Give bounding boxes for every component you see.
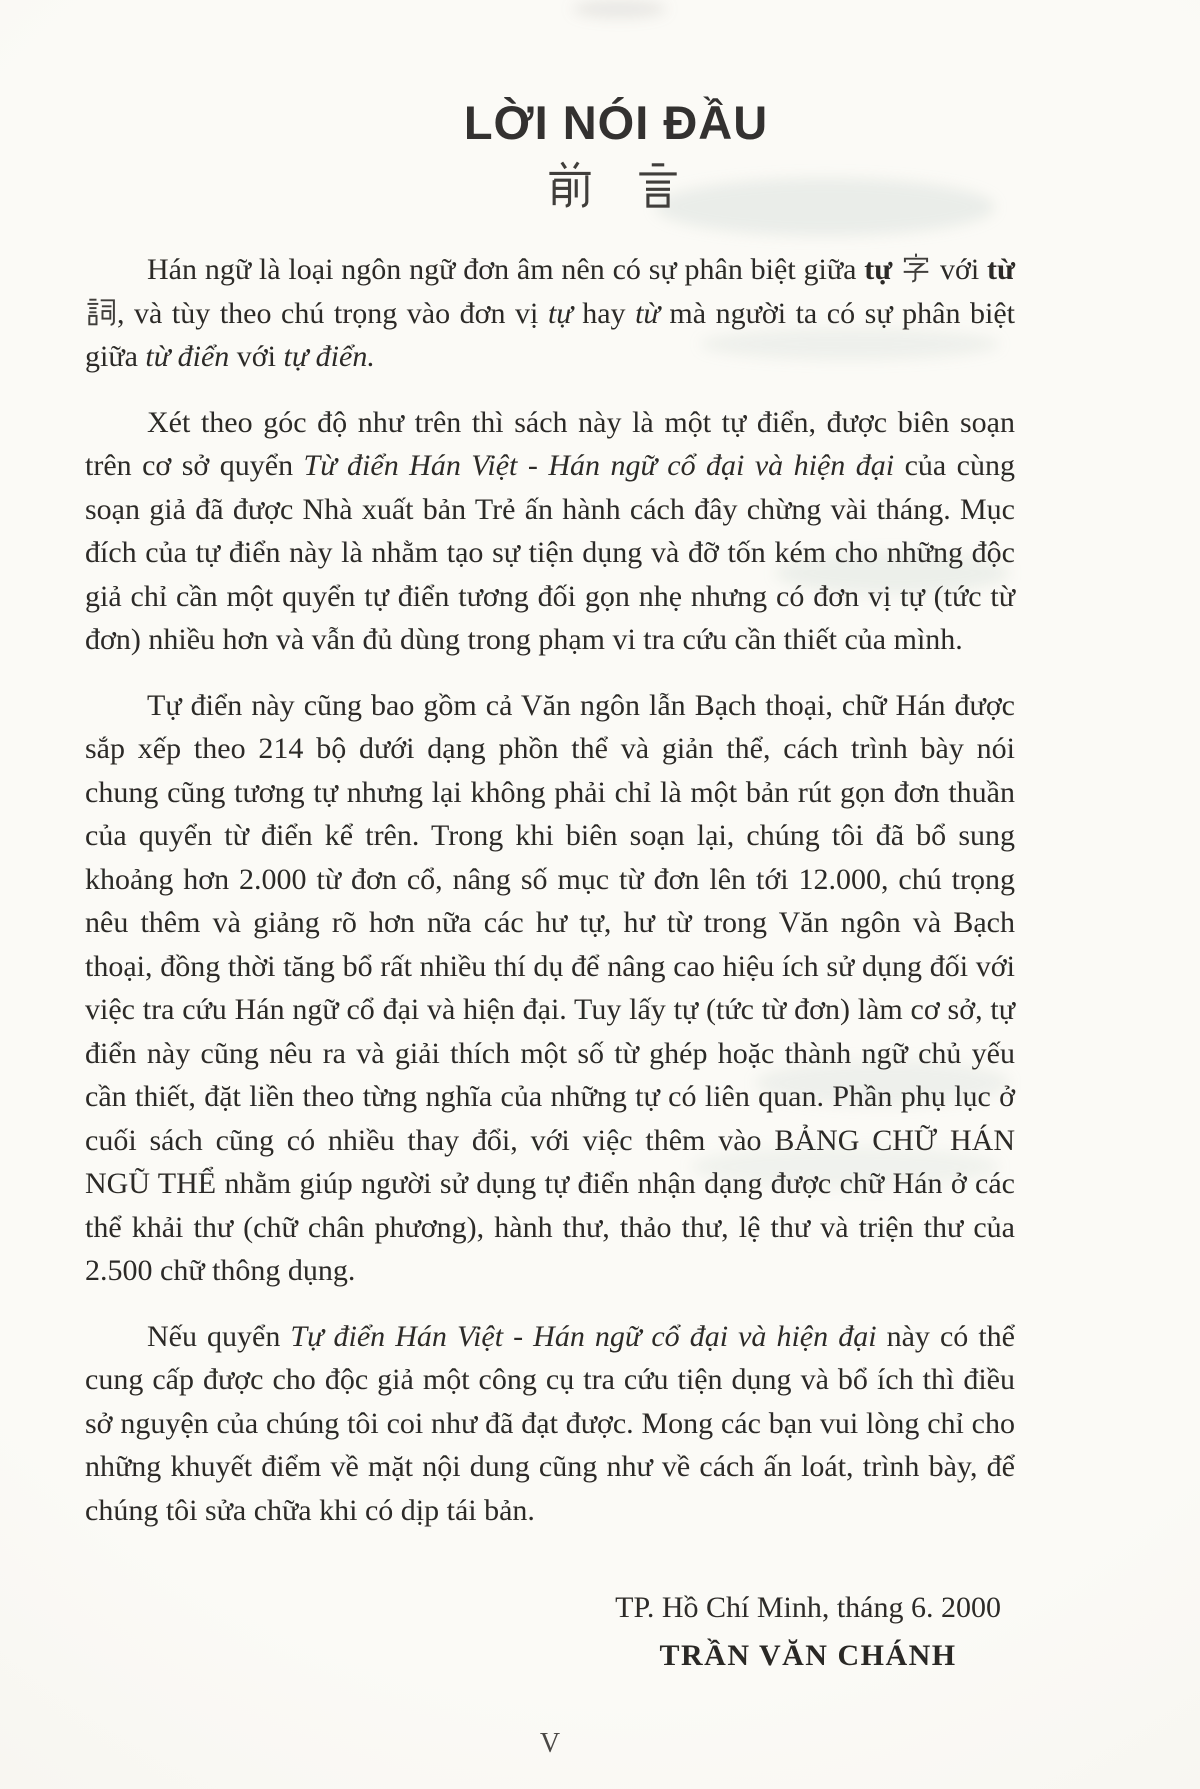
- signature-block: [615, 1588, 1001, 1676]
- book-title-italic: Tự điển Hán Việt - Hán ngữ cổ đại và hiện đại: [290, 1319, 877, 1353]
- text-run: với: [229, 340, 284, 373]
- cjk-qian-icon: [546, 161, 594, 209]
- book-title-italic: Từ điển Hán Việt - Hán ngữ cổ đại và hiện đại: [303, 449, 895, 482]
- text-run: hay: [582, 296, 636, 330]
- text-run: Nếu quyển: [147, 1319, 291, 1353]
- paragraph-1: [85, 248, 1015, 379]
- bold-term: tự: [864, 253, 901, 286]
- text-run: , và tùy theo chú trọng vào đơn vị: [117, 296, 548, 330]
- page-number: V: [539, 1728, 561, 1759]
- text-run: với: [932, 253, 987, 286]
- page-content: [85, 96, 1015, 1760]
- paragraph-4: [85, 1315, 1015, 1533]
- cjk-yan-icon: [634, 161, 682, 209]
- text-run: mà người ta có sự phân biệt giữa: [85, 296, 1015, 373]
- italic-term: tự: [547, 296, 583, 330]
- scan-bleed-artifact: [572, 0, 667, 18]
- italic-term: từ điển: [145, 340, 230, 373]
- cjk-ci-glyph: [86, 297, 116, 327]
- italic-term: từ: [635, 296, 670, 330]
- text-run: của cùng soạn giả đã được Nhà xuất bản Trẻ ấn hành cách đây chừng vài tháng. Mục đích của tự điển này là nhằm tạo sự tiện dụng và đỡ tốn kém cho những độc giả chỉ cần một quyển tự điển tương đối gọn nhẹ nhưng có đơn vị tự (tức từ đơn) nhiều hơn và vẫn đủ dùng trong phạm vi tra cứu cần thiết của mình.: [85, 449, 1015, 656]
- text-run: này có thể cung cấp được cho độc giả một công cụ tra cứu tiện dụng và bổ ích thì điều sở nguyện của chúng tôi coi như đã đạt được. Mong các bạn vui lòng chỉ cho những khuyết điểm về mặt nội dung cũng như về cách ấn loát, trình bày, để chúng tôi sửa chữa khi có dịp tái bản.: [85, 1319, 1015, 1527]
- cjk-zi-glyph: [901, 253, 931, 283]
- page-title: LỜI NÓI ĐẦU: [463, 96, 769, 149]
- paragraph-2: [85, 401, 1015, 662]
- text-run: Tự điển này cũng bao gồm cả Văn ngôn lẫn Bạch thoại, chữ Hán được sắp xếp theo 214 bộ dưới dạng phồn thể và giản thể, cách trình bày nói chung cũng tương tự nhưng lại không phải chỉ là một bản rút gọn đơn thuần của quyển từ điển kể trên. Trong khi biên soạn lại, chúng tôi đã bổ sung khoảng hơn 2.000 từ đơn cổ, nâng số mục từ đơn lên tới 12.000, chú trọng nêu thêm và giảng rõ hơn nữa các hư tự, hư từ trong Văn ngôn và Bạch thoại, đồng thời tăng bổ rất nhiều thí dụ để nâng cao hiệu ích sử dụng đối với việc tra cứu Hán ngữ cổ đại và hiện đại. Tuy lấy tự (tức từ đơn) làm cơ sở, tự điển này cũng nêu ra và giải thích một số từ ghép hoặc thành ngữ chủ yếu cần thiết, đặt liền theo từng nghĩa của những tự có liên quan. Phần phụ lục ở cuối sách cũng có nhiều thay đổi, với việc thêm vào BẢNG CHỮ HÁN NGŨ THỂ nhằm giúp người sử dụng tự điển nhận dạng được chữ Hán ở các thể khải thư (chữ chân phương), hành thư, thảo thư, lệ thư và triện thư của 2.500 chữ thông dụng.: [85, 688, 1015, 1287]
- paragraph-3: [85, 684, 1015, 1293]
- text-run: Xét theo góc độ như trên thì sách này là một tự điển, được biên soạn trên cơ sở quyển: [85, 405, 1015, 482]
- cjk-subtitle: [149, 158, 1079, 212]
- signature-place-date: TP. Hồ Chí Minh, tháng 6. 2000: [615, 1591, 1001, 1624]
- text-run: Hán ngữ là loại ngôn ngữ đơn âm nên có sự phân biệt giữa: [147, 253, 865, 286]
- italic-term: tự điển.: [283, 340, 375, 373]
- signature-author: TRẦN VĂN CHÁNH: [659, 1639, 957, 1672]
- bold-term: từ: [987, 253, 1015, 286]
